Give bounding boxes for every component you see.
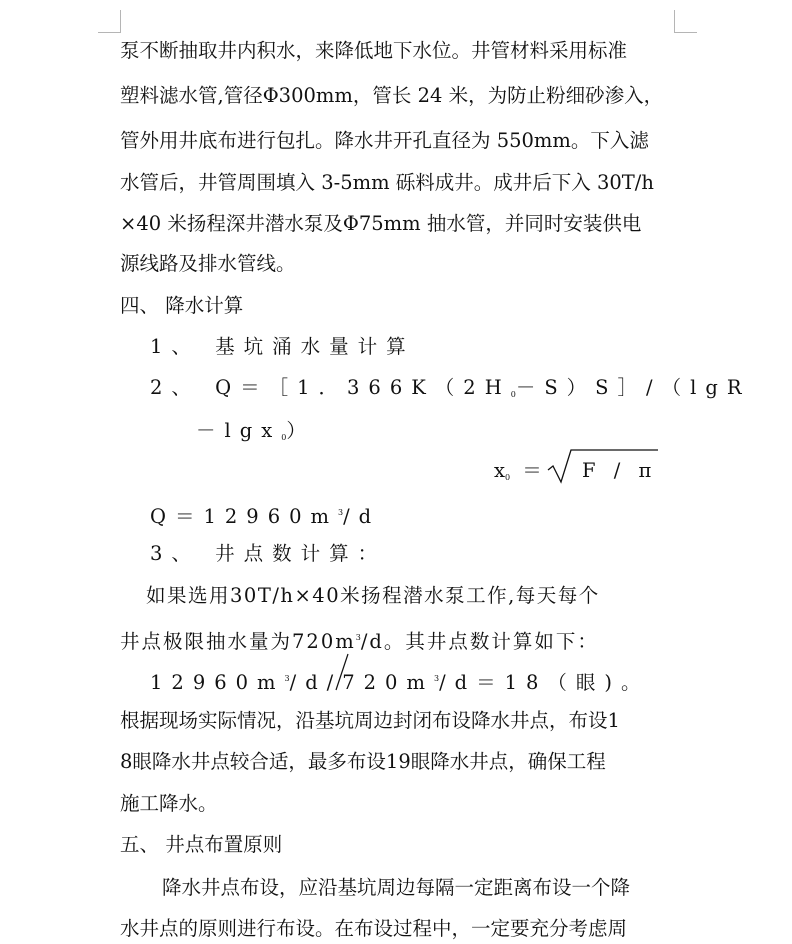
- paragraph-line: 根据现场实际情况，沿基坑周边封闭布设降水井点，布设1: [120, 709, 620, 732]
- section-heading: 四、 降水计算: [120, 294, 244, 317]
- formula-text: ＝: [522, 459, 542, 482]
- paragraph-line: 8眼降水井点较合适，最多布设19眼降水井点，确保工程: [120, 750, 606, 773]
- radicand: F / π: [582, 459, 658, 482]
- paragraph-line: 如果选用30T/h×40米扬程潜水泵工作,每天每个: [146, 584, 600, 607]
- calculation-line: [150, 666, 650, 692]
- division-slash-icon: [330, 652, 354, 692]
- superscript: 3: [433, 674, 440, 683]
- formula-text: /d/720m: [289, 671, 434, 694]
- superscript: 3: [284, 674, 290, 683]
- formula-text: Q＝12960m: [150, 505, 339, 528]
- paragraph-line: 降水井点布设，应沿基坑周边每隔一定距离布设一个降: [162, 876, 631, 899]
- section-heading: 五、 井点布置原则: [120, 833, 283, 856]
- formula-text: 12960m: [150, 671, 285, 694]
- paragraph-line: 源线路及排水管线。: [120, 252, 296, 275]
- paragraph-line: 塑料滤水管,管径Φ300mm，管长 24 米，为防止粉细砂渗入，: [120, 84, 664, 107]
- formula-text: －S）S］/（lgR: [515, 376, 751, 399]
- formula-text: /d: [343, 505, 381, 528]
- formula-result: [150, 500, 380, 526]
- subscript: 0: [281, 433, 287, 442]
- paragraph-text: /d。其井点数计算如下：: [360, 630, 599, 653]
- paragraph-line: 水井点的原则进行布设。在布设过程中，一定要充分考虑周: [120, 917, 628, 940]
- paragraph-text: 井点极限抽水量为720m: [120, 630, 356, 653]
- superscript: 3: [338, 508, 344, 517]
- subscript: 0: [505, 473, 511, 482]
- paragraph-line: 施工降水。: [120, 792, 218, 815]
- paragraph-line: 泵不断抽取井内积水，来降低地下水位。井管材料采用标准: [120, 39, 628, 62]
- formula-text: －lgx: [196, 419, 282, 442]
- list-item-number: 2、: [150, 376, 200, 399]
- paragraph-line: ×40 米扬程深井潜水泵及Φ75mm 抽水管，并同时安装供电: [120, 212, 642, 235]
- subscript: 0: [510, 390, 516, 399]
- list-item: 3、 井点数计算：: [150, 542, 387, 565]
- formula-text: Q＝［1．366K（2H: [215, 376, 511, 399]
- formula-text: x: [494, 459, 505, 482]
- paragraph-line: [120, 625, 599, 651]
- formula-text: /d＝18（眼)。: [439, 671, 650, 694]
- list-item: 1、 基坑涌水量计算: [150, 335, 415, 358]
- superscript: 3: [355, 633, 361, 642]
- formula-text: ）: [286, 419, 315, 442]
- paragraph-line: 管外用井底布进行包扎。降水井开孔直径为 550mm。下入滤: [120, 129, 649, 152]
- paragraph-line: 水管后，井管周围填入 3-5mm 砾料成井。成井后下入 30T/h: [120, 171, 654, 194]
